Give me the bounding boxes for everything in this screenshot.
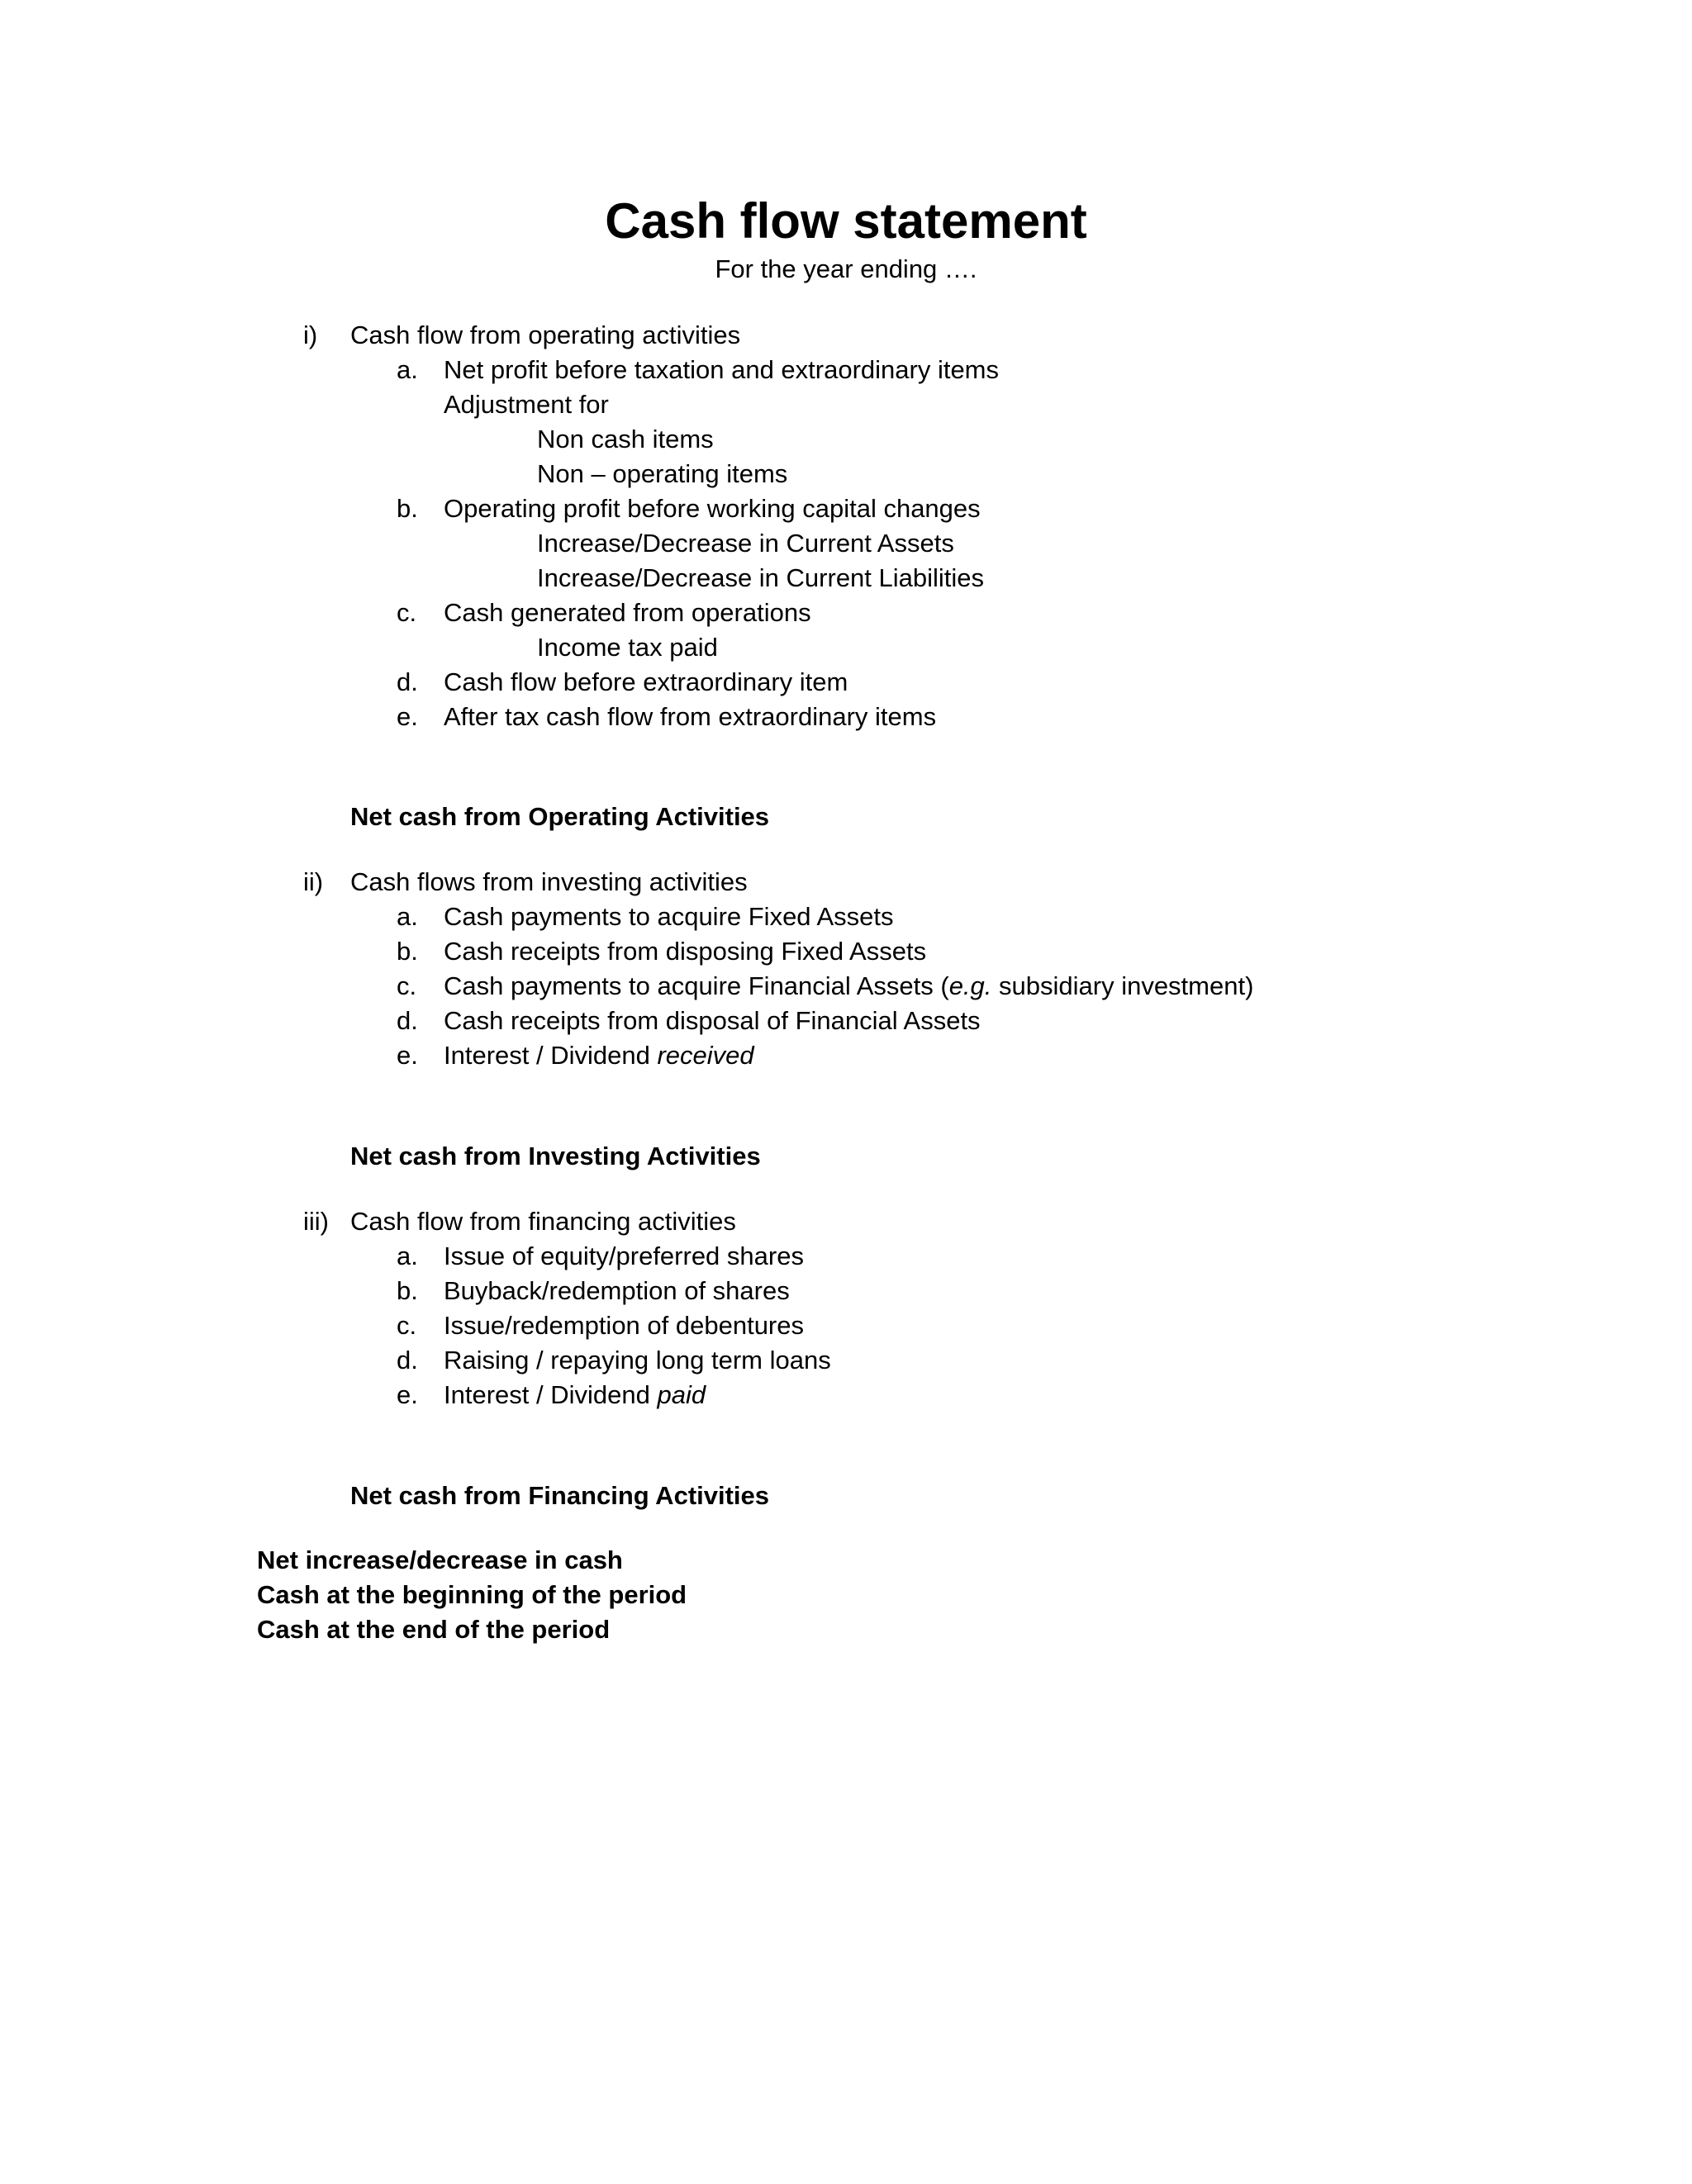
list-item: Cash generated from operations <box>444 598 811 627</box>
item-letter: b. <box>397 1276 418 1305</box>
item-letter: c. <box>397 1311 417 1340</box>
item-text-italic: paid <box>657 1380 706 1409</box>
list-item: Non cash items <box>537 425 714 453</box>
list-item <box>444 968 1253 1004</box>
list-item: Cash payments to acquire Fixed Assets <box>444 902 894 931</box>
list-item: Issue/redemption of debentures <box>444 1311 804 1340</box>
list-item: Cash receipts from disposal of Financial Assets <box>444 1006 981 1035</box>
list-item: Non – operating items <box>537 459 788 488</box>
section-heading: Cash flows from investing activities <box>350 867 748 896</box>
page-subtitle: For the year ending …. <box>715 254 977 283</box>
list-item: Operating profit before working capital changes <box>444 494 981 523</box>
item-text-italic: received <box>657 1041 754 1070</box>
summary-opening-cash: Cash at the beginning of the period <box>257 1580 687 1609</box>
item-letter: e. <box>397 1041 418 1070</box>
section-heading: Cash flow from financing activities <box>350 1207 736 1236</box>
list-item: Cash flow before extraordinary item <box>444 667 848 696</box>
list-item <box>444 1037 754 1074</box>
section-total: Net cash from Investing Activities <box>350 1142 761 1170</box>
section-numeral: i) <box>303 320 318 349</box>
item-letter: a. <box>397 1242 418 1270</box>
section-numeral: iii) <box>303 1207 329 1236</box>
list-item: Income tax paid <box>537 633 718 662</box>
list-item: Cash receipts from disposing Fixed Assets <box>444 937 927 966</box>
list-item: Raising / repaying long term loans <box>444 1346 831 1374</box>
list-item: Issue of equity/preferred shares <box>444 1242 804 1270</box>
summary-net-change: Net increase/decrease in cash <box>257 1545 623 1574</box>
item-letter: c. <box>397 598 417 627</box>
item-letter: e. <box>397 702 418 731</box>
list-item: Adjustment for <box>444 390 609 419</box>
item-text: Interest / Dividend <box>444 1380 658 1409</box>
section-heading: Cash flow from operating activities <box>350 320 741 349</box>
list-item <box>444 1377 706 1413</box>
item-text: Cash payments to acquire Financial Assets ( <box>444 971 949 1000</box>
list-item: Buyback/redemption of shares <box>444 1276 790 1305</box>
item-letter: d. <box>397 1006 418 1035</box>
list-item: Increase/Decrease in Current Assets <box>537 529 954 558</box>
item-letter: a. <box>397 902 418 931</box>
summary-closing-cash: Cash at the end of the period <box>257 1615 611 1644</box>
item-text: Interest / Dividend <box>444 1041 658 1070</box>
item-letter: d. <box>397 1346 418 1374</box>
section-numeral: ii) <box>303 867 324 896</box>
list-item: After tax cash flow from extraordinary items <box>444 702 937 731</box>
item-text-italic: e.g. <box>948 971 992 1000</box>
page-title: Cash flow statement <box>605 193 1087 249</box>
section-total: Net cash from Operating Activities <box>350 802 770 831</box>
list-item: Net profit before taxation and extraordinary items <box>444 355 1000 384</box>
item-text: subsidiary investment) <box>991 971 1254 1000</box>
item-letter: e. <box>397 1380 418 1409</box>
item-letter: b. <box>397 937 418 966</box>
item-letter: a. <box>397 355 418 384</box>
section-total: Net cash from Financing Activities <box>350 1481 770 1510</box>
item-letter: b. <box>397 494 418 523</box>
list-item: Increase/Decrease in Current Liabilities <box>537 563 985 592</box>
item-letter: c. <box>397 971 417 1000</box>
item-letter: d. <box>397 667 418 696</box>
